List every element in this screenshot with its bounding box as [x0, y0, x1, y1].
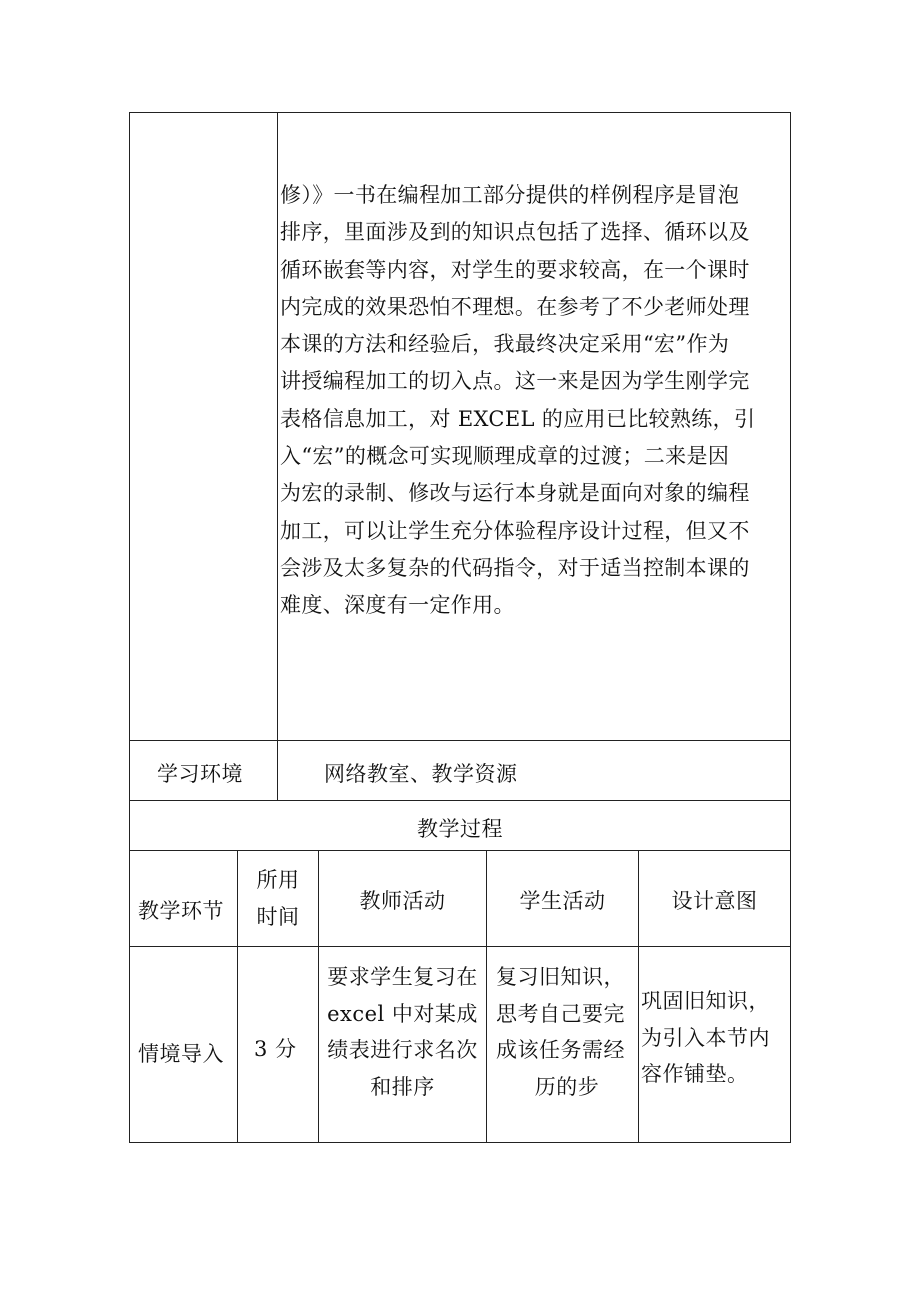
environment-label: 学习环境: [157, 762, 243, 786]
paragraph-line: 为宏的录制、修改与运行本身就是面向对象的编程: [280, 481, 750, 506]
paragraph-line: 内完成的效果恐怕不理想。在参考了不少老师处理: [280, 294, 750, 319]
cell-line: 成该任务需经: [496, 1038, 625, 1062]
paragraph-line: 入“宏”的概念可实现顺理成章的过渡；二来是因: [280, 444, 730, 469]
rule-left: [129, 112, 130, 1143]
rule-top: [129, 112, 791, 113]
header-time: [238, 862, 318, 935]
paragraph-line: 本课的方法和经验后，我最终决定采用“宏”作为: [280, 332, 730, 357]
rule-right: [790, 112, 791, 1143]
paragraph-line: 讲授编程加工的切入点。这一来是因为学生刚学完: [280, 369, 750, 394]
row-time: 3 分: [254, 1037, 297, 1061]
rule-label-divider: [277, 112, 278, 801]
header-teacher: 教师活动: [359, 889, 446, 913]
header-time-line: 时间: [256, 904, 300, 929]
paragraph-line: 循环嵌套等内容，对学生的要求较高，在一个课时: [280, 257, 750, 282]
paragraph-line: 加工，可以让学生充分体验程序设计过程，但又不: [280, 518, 750, 543]
cell-line: 历的步: [534, 1074, 600, 1099]
rule-process-top: [129, 800, 791, 801]
rule-header-top: [129, 850, 791, 851]
rule-bottom: [129, 1142, 791, 1143]
process-title: 教学过程: [417, 817, 503, 841]
rule-row-top: [129, 946, 791, 947]
environment-value: 网络教室、教学资源: [324, 762, 518, 786]
paragraph-line: 会涉及太多复杂的代码指令，对于适当控制本课的: [280, 555, 750, 580]
cell-line: 为引入本节内: [641, 1025, 770, 1050]
row-teacher-activity: [319, 959, 486, 1105]
cell-line: 复习旧知识，: [496, 965, 625, 989]
header-stage: 教学环节: [138, 899, 224, 923]
cell-line: 巩固旧知识，: [641, 989, 770, 1013]
rule-environment-top: [129, 740, 791, 741]
header-time-line: 所用: [256, 868, 300, 892]
cell-line: 要求学生复习在: [327, 965, 478, 989]
row-design-intent: [641, 983, 790, 1093]
cell-line: 容作铺垫。: [641, 1062, 749, 1086]
paragraph-line: 排序，里面涉及到的知识点包括了选择、循环以及: [280, 220, 750, 245]
cell-line: 思考自己要完: [496, 1001, 625, 1026]
paragraph-line: 修）》一书在编程加工部分提供的样例程序是冒泡: [280, 183, 740, 207]
continuation-paragraph: [280, 177, 790, 625]
paragraph-line: 表格信息加工，对 EXCEL 的应用已比较熟练，引: [280, 406, 756, 431]
cell-line: 绩表进行求名次: [327, 1038, 478, 1062]
header-intent: 设计意图: [671, 889, 758, 913]
row-stage: 情境导入: [138, 1042, 224, 1066]
paragraph-line: 难度、深度有一定作用。: [280, 593, 515, 618]
row-student-activity: [496, 959, 638, 1105]
cell-line: excel 中对某成: [327, 1001, 478, 1026]
header-student: 学生活动: [519, 889, 606, 913]
cell-line: 和排序: [370, 1074, 435, 1099]
